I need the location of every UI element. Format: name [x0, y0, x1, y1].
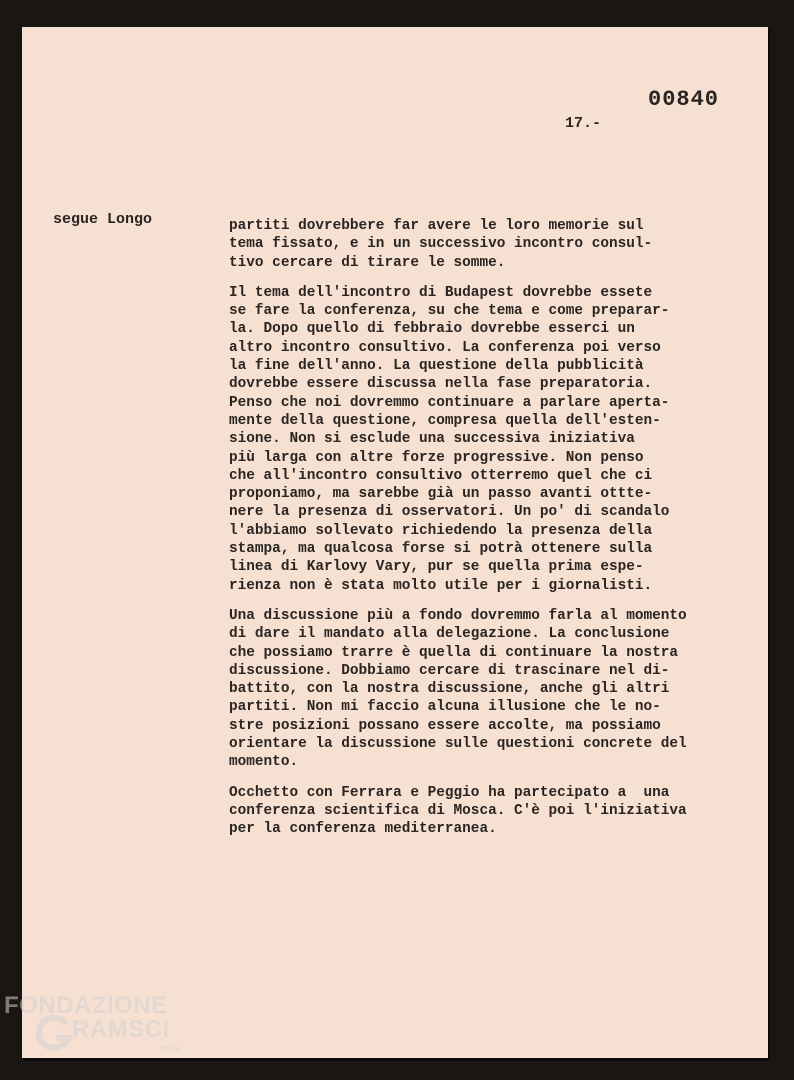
text-line: l'abbiamo sollevato richiedendo la presenza della [229, 522, 653, 539]
text-line: partiti dovrebbere far avere le loro memorie sul [229, 218, 644, 234]
text-line: la. Dopo quello di febbraio dovrebbe esserci un [229, 321, 635, 338]
text-line: stampa, ma qualcosa forse si potrà ottenere sulla [229, 541, 653, 558]
text-line: partiti. Non mi faccio alcuna illusione che le no- [229, 699, 661, 716]
text-line: tema fissato, e in un successivo incontro consul- [229, 236, 653, 253]
text-line: mente della questione, compresa quella dell'esten- [229, 412, 661, 429]
text-line: più larga con altre forze progressive. Non penso [229, 449, 644, 466]
paragraph-2 [229, 284, 769, 595]
text-line: tivo cercare di tirare le somme. [229, 254, 506, 271]
text-line: per la conferenza mediterranea. [229, 821, 497, 838]
text-line: proponiamo, ma sarebbe già un passo avanti ottte- [229, 486, 653, 503]
text-line: orientare la discussione sulle questioni concrete del [229, 736, 687, 753]
text-line: altro incontro consultivo. La conferenza poi verso [229, 339, 661, 356]
page-number: 17.- [565, 115, 602, 132]
text-line: se fare la conferenza, su che tema e come preparar- [229, 303, 670, 320]
text-line: la fine dell'anno. La questione della pubblicità [229, 358, 644, 375]
fondazione-gramsci-watermark [0, 990, 200, 1070]
text-line: che possiamo trarre è quella di continuare la nostra [229, 644, 679, 661]
document-page [22, 27, 768, 1058]
text-line: discussione. Dobbiamo cercare di trascinare nel di- [229, 662, 670, 679]
text-line: di dare il mandato alla delegazione. La conclusione [229, 626, 670, 643]
document-body [229, 217, 769, 851]
text-line: stre posizioni possano essere accolte, ma possiamo [229, 717, 661, 734]
watermark-line2: RAMSCI [72, 1016, 170, 1043]
g-logo-icon [34, 1014, 74, 1054]
text-line: linea di Karlovy Vary, pur se quella prima espe- [229, 559, 644, 576]
speaker-label: segue Longo [53, 211, 153, 228]
text-line: Penso che noi dovremmo continuare a parlare aperta- [229, 394, 670, 411]
watermark-suffix: onlus [160, 1044, 180, 1053]
text-line: Una discussione più a fondo dovremmo farla al momento [229, 607, 687, 624]
text-line: momento. [229, 754, 299, 771]
text-line: rienza non è stata molto utile per i giornalisti. [229, 577, 653, 594]
watermark-line1: FONDAZIONE [4, 992, 168, 1019]
text-line: dovrebbe essere discussa nella fase preparatoria. [229, 376, 653, 393]
paragraph-1 [229, 217, 769, 272]
text-line: che all'incontro consultivo otterremo quel che ci [229, 467, 653, 484]
text-line: nere la presenza di osservatori. Un po' di scandalo [229, 504, 670, 521]
text-line: battito, con la nostra discussione, anche gli altri [229, 681, 670, 698]
text-line: Occhetto con Ferrara e Peggio ha partecipato a una [229, 784, 670, 801]
document-number: 00840 [648, 87, 720, 112]
paragraph-4 [229, 784, 769, 839]
text-line: sione. Non si esclude una successiva iniziativa [229, 431, 635, 448]
paragraph-3 [229, 607, 769, 772]
text-line: conferenza scientifica di Mosca. C'è poi l'iniziativa [229, 802, 687, 819]
text-line: Il tema dell'incontro di Budapest dovrebbe essete [229, 284, 653, 301]
